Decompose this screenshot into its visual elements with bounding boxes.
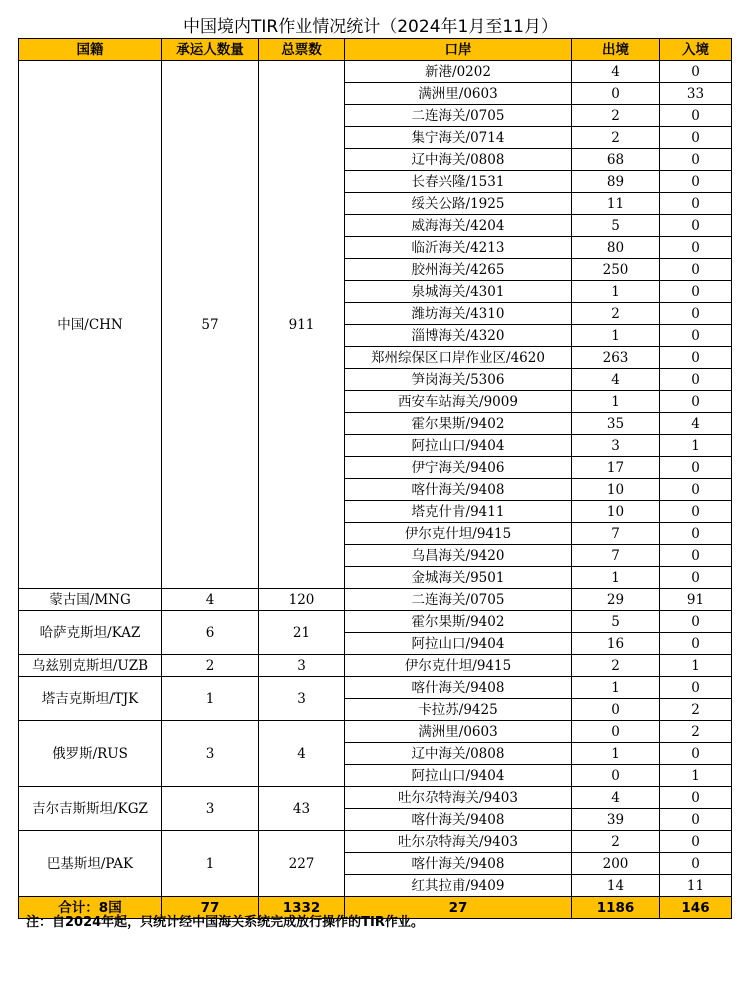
port-cell: 淄博海关/4320 — [345, 325, 572, 347]
tickets-cell: 4 — [259, 721, 345, 787]
tickets-cell: 21 — [259, 611, 345, 655]
entry-cell: 0 — [660, 215, 732, 237]
country-cell: 俄罗斯/RUS — [19, 721, 162, 787]
exit-cell: 17 — [572, 457, 660, 479]
entry-cell: 0 — [660, 523, 732, 545]
exit-cell: 11 — [572, 193, 660, 215]
table-row — [19, 611, 732, 633]
total-carriers: 77 — [162, 897, 259, 919]
entry-cell: 0 — [660, 105, 732, 127]
entry-cell: 0 — [660, 611, 732, 633]
port-cell: 伊尔克什坦/9415 — [345, 655, 572, 677]
exit-cell: 1 — [572, 567, 660, 589]
exit-cell: 1 — [572, 391, 660, 413]
total-tickets: 1332 — [259, 897, 345, 919]
port-cell: 阿拉山口/9404 — [345, 435, 572, 457]
exit-cell: 89 — [572, 171, 660, 193]
exit-cell: 4 — [572, 61, 660, 83]
entry-cell: 0 — [660, 809, 732, 831]
entry-cell: 0 — [660, 567, 732, 589]
entry-cell: 0 — [660, 501, 732, 523]
port-cell: 阿拉山口/9404 — [345, 765, 572, 787]
country-cell: 吉尔吉斯斯坦/KGZ — [19, 787, 162, 831]
country-cell: 巴基斯坦/PAK — [19, 831, 162, 897]
entry-cell: 1 — [660, 655, 732, 677]
port-cell: 喀什海关/9408 — [345, 677, 572, 699]
table-row — [19, 721, 732, 743]
port-cell: 辽中海关/0808 — [345, 743, 572, 765]
country-cell: 蒙古国/MNG — [19, 589, 162, 611]
header-entry: 入境 — [660, 39, 732, 61]
port-cell: 二连海关/0705 — [345, 589, 572, 611]
tickets-cell: 3 — [259, 677, 345, 721]
entry-cell: 0 — [660, 743, 732, 765]
port-cell: 胶州海关/4265 — [345, 259, 572, 281]
exit-cell: 1 — [572, 677, 660, 699]
entry-cell: 1 — [660, 765, 732, 787]
tickets-cell: 911 — [259, 61, 345, 589]
entry-cell: 0 — [660, 149, 732, 171]
port-cell: 西安车站海关/9009 — [345, 391, 572, 413]
table-title: 中国境内TIR作业情况统计（2024年1月至11月） — [183, 17, 558, 37]
entry-cell: 91 — [660, 589, 732, 611]
entry-cell: 0 — [660, 193, 732, 215]
entry-cell: 11 — [660, 875, 732, 897]
exit-cell: 250 — [572, 259, 660, 281]
tickets-cell: 3 — [259, 655, 345, 677]
port-cell: 伊尔克什坦/9415 — [345, 523, 572, 545]
exit-cell: 5 — [572, 215, 660, 237]
header-row — [19, 39, 732, 61]
carriers-cell: 6 — [162, 611, 259, 655]
entry-cell: 0 — [660, 325, 732, 347]
port-cell: 塔克什肯/9411 — [345, 501, 572, 523]
tickets-cell: 120 — [259, 589, 345, 611]
entry-cell: 0 — [660, 677, 732, 699]
exit-cell: 3 — [572, 435, 660, 457]
exit-cell: 10 — [572, 501, 660, 523]
tickets-cell: 43 — [259, 787, 345, 831]
exit-cell: 35 — [572, 413, 660, 435]
port-cell: 绥关公路/1925 — [345, 193, 572, 215]
port-cell: 笋岗海关/5306 — [345, 369, 572, 391]
port-cell: 临沂海关/4213 — [345, 237, 572, 259]
table-row — [19, 61, 732, 83]
port-cell: 吐尔尕特海关/9403 — [345, 787, 572, 809]
exit-cell: 39 — [572, 809, 660, 831]
exit-cell: 1 — [572, 281, 660, 303]
entry-cell: 2 — [660, 721, 732, 743]
header-tickets: 总票数 — [259, 39, 345, 61]
port-cell: 喀什海关/9408 — [345, 853, 572, 875]
header-carriers: 承运人数量 — [162, 39, 259, 61]
exit-cell: 4 — [572, 369, 660, 391]
carriers-cell: 1 — [162, 831, 259, 897]
table-body — [19, 61, 732, 897]
port-cell: 伊宁海关/9406 — [345, 457, 572, 479]
exit-cell: 2 — [572, 831, 660, 853]
exit-cell: 263 — [572, 347, 660, 369]
port-cell: 二连海关/0705 — [345, 105, 572, 127]
entry-cell: 0 — [660, 237, 732, 259]
entry-cell: 0 — [660, 171, 732, 193]
entry-cell: 0 — [660, 457, 732, 479]
exit-cell: 5 — [572, 611, 660, 633]
exit-cell: 200 — [572, 853, 660, 875]
exit-cell: 0 — [572, 765, 660, 787]
port-cell: 金城海关/9501 — [345, 567, 572, 589]
exit-cell: 7 — [572, 545, 660, 567]
total-exit: 1186 — [572, 897, 660, 919]
total-label: 合计：8国 — [19, 897, 162, 919]
port-cell: 泉城海关/4301 — [345, 281, 572, 303]
entry-cell: 0 — [660, 391, 732, 413]
port-cell: 霍尔果斯/9402 — [345, 413, 572, 435]
port-cell: 吐尔尕特海关/9403 — [345, 831, 572, 853]
table-row — [19, 589, 732, 611]
exit-cell: 2 — [572, 127, 660, 149]
carriers-cell: 3 — [162, 787, 259, 831]
header-exit: 出境 — [572, 39, 660, 61]
entry-cell: 0 — [660, 369, 732, 391]
exit-cell: 1 — [572, 743, 660, 765]
exit-cell: 2 — [572, 655, 660, 677]
tickets-cell: 227 — [259, 831, 345, 897]
entry-cell: 0 — [660, 61, 732, 83]
entry-cell: 0 — [660, 831, 732, 853]
table-row — [19, 787, 732, 809]
port-cell: 喀什海关/9408 — [345, 479, 572, 501]
entry-cell: 4 — [660, 413, 732, 435]
exit-cell: 1 — [572, 325, 660, 347]
footnote: 注：自2024年起，只统计经中国海关系统完成放行操作的TIR作业。 — [26, 915, 424, 930]
country-cell: 塔吉克斯坦/TJK — [19, 677, 162, 721]
table-row — [19, 655, 732, 677]
carriers-cell: 4 — [162, 589, 259, 611]
entry-cell: 0 — [660, 545, 732, 567]
port-cell: 满洲里/0603 — [345, 721, 572, 743]
carriers-cell: 3 — [162, 721, 259, 787]
port-cell: 满洲里/0603 — [345, 83, 572, 105]
entry-cell: 0 — [660, 259, 732, 281]
entry-cell: 2 — [660, 699, 732, 721]
carriers-cell: 57 — [162, 61, 259, 589]
port-cell: 喀什海关/9408 — [345, 809, 572, 831]
exit-cell: 2 — [572, 303, 660, 325]
tir-stats-table — [18, 38, 732, 919]
entry-cell: 0 — [660, 347, 732, 369]
header-port: 口岸 — [345, 39, 572, 61]
entry-cell: 0 — [660, 787, 732, 809]
port-cell: 阿拉山口/9404 — [345, 633, 572, 655]
country-cell: 中国/CHN — [19, 61, 162, 589]
header-country: 国籍 — [19, 39, 162, 61]
entry-cell: 0 — [660, 633, 732, 655]
exit-cell: 0 — [572, 83, 660, 105]
port-cell: 集宁海关/0714 — [345, 127, 572, 149]
carriers-cell: 1 — [162, 677, 259, 721]
exit-cell: 2 — [572, 105, 660, 127]
port-cell: 霍尔果斯/9402 — [345, 611, 572, 633]
port-cell: 乌昌海关/9420 — [345, 545, 572, 567]
port-cell: 郑州综保区口岸作业区/4620 — [345, 347, 572, 369]
exit-cell: 10 — [572, 479, 660, 501]
total-ports: 27 — [345, 897, 572, 919]
entry-cell: 0 — [660, 853, 732, 875]
table-row — [19, 677, 732, 699]
entry-cell: 0 — [660, 281, 732, 303]
exit-cell: 0 — [572, 721, 660, 743]
entry-cell: 0 — [660, 303, 732, 325]
port-cell: 红其拉甫/9409 — [345, 875, 572, 897]
country-cell: 乌兹别克斯坦/UZB — [19, 655, 162, 677]
entry-cell: 0 — [660, 127, 732, 149]
entry-cell: 0 — [660, 479, 732, 501]
exit-cell: 29 — [572, 589, 660, 611]
carriers-cell: 2 — [162, 655, 259, 677]
exit-cell: 80 — [572, 237, 660, 259]
exit-cell: 14 — [572, 875, 660, 897]
port-cell: 长春兴隆/1531 — [345, 171, 572, 193]
table-row — [19, 831, 732, 853]
port-cell: 新港/0202 — [345, 61, 572, 83]
exit-cell: 4 — [572, 787, 660, 809]
exit-cell: 68 — [572, 149, 660, 171]
exit-cell: 0 — [572, 699, 660, 721]
port-cell: 威海海关/4204 — [345, 215, 572, 237]
exit-cell: 16 — [572, 633, 660, 655]
exit-cell: 7 — [572, 523, 660, 545]
total-entry: 146 — [660, 897, 732, 919]
country-cell: 哈萨克斯坦/KAZ — [19, 611, 162, 655]
entry-cell: 33 — [660, 83, 732, 105]
port-cell: 潍坊海关/4310 — [345, 303, 572, 325]
port-cell: 卡拉苏/9425 — [345, 699, 572, 721]
entry-cell: 1 — [660, 435, 732, 457]
port-cell: 辽中海关/0808 — [345, 149, 572, 171]
